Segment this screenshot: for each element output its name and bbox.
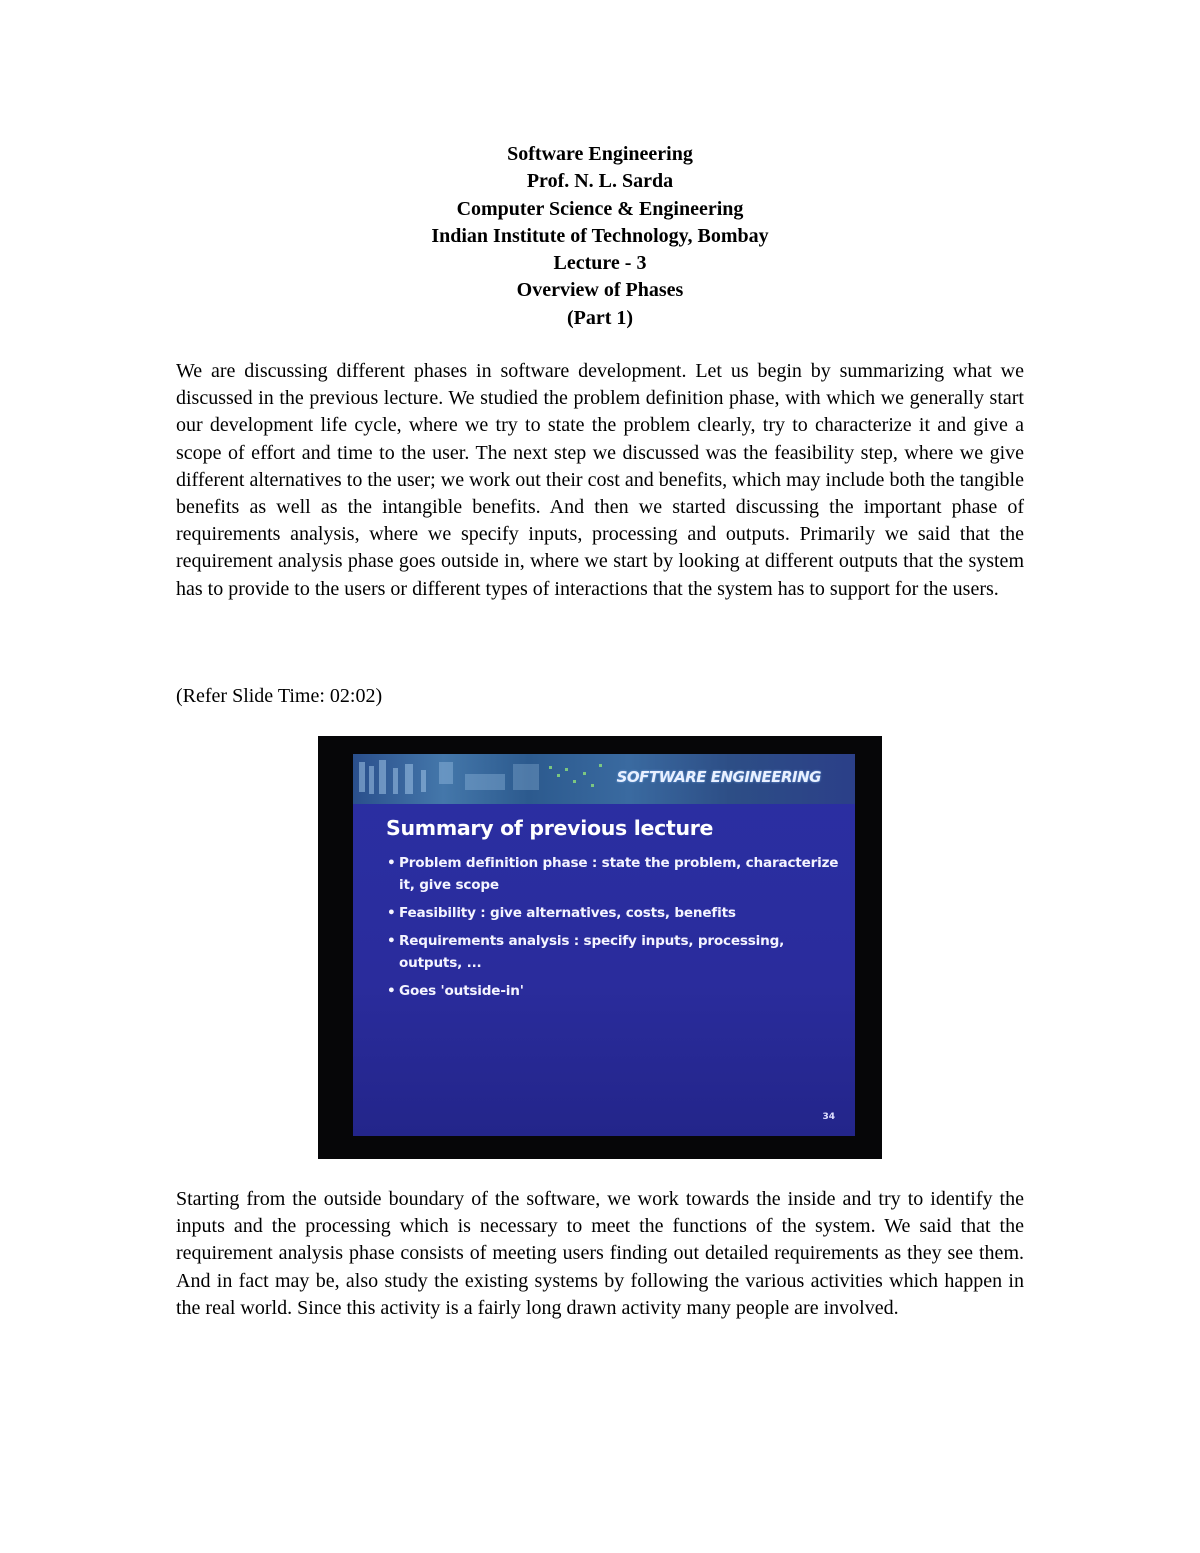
lecture-part: (Part 1) [566,306,634,329]
department-name: Computer Science & Engineering [456,197,744,220]
slide-bullet: • Goes 'outside-in' [387,980,847,1002]
slide-image [318,736,882,1159]
slide-banner-title: SOFTWARE ENGINEERING [616,768,821,786]
continuation-paragraph: Starting from the outside boundary of the software, we work towards the inside and try to identify the inputs and the processing which is necessary to meet the functions of the system. We said that the requirement analysis phase consists of meeting users finding out detailed requirements as they see them. And in fact may be, also study the existing systems by following the various activities which happen in the real world. Since this activity is a fairly long drawn activity many people are involved. [176,1188,1024,1319]
slide-content [353,754,855,1136]
course-title: Software Engineering [507,143,693,165]
refer-slide-time: (Refer Slide Time: 02:02) [176,685,383,707]
lecture-number: Lecture - 3 [553,252,647,275]
slide-number: 34 [822,1112,835,1122]
slide-bullet: • Requirements analysis : specify inputs, processing, outputs, ... [387,930,847,974]
slide-bullet: • Problem definition phase : state the problem, characterize it, give scope [387,852,847,896]
professor-name: Prof. N. L. Sarda [526,170,674,193]
intro-paragraph: We are discussing different phases in software development. Let us begin by summarizing what we discussed in the previous lecture. We studied the problem definition phase, with which we generally start our development life cycle, where we try to state the problem clearly, try to characterize it and give a scope of effort and time to the user. The next step we discussed was the feasibility step, where we give different alternatives to the user; we work out their cost and benefits, which may include both the tangible benefits as well as the intangible benefits. And then we started discussing the important phase of requirements analysis, where we specify inputs, processing and outputs. Primarily we said that the requirement analysis phase goes outside in, where we start by looking at different outputs that the system has to provide to the users or different types of interactions that the system has to support for the users. [176,360,1024,600]
document-header [0,141,1200,332]
slide-heading: Summary of previous lecture [386,816,714,840]
slide-bullet: • Feasibility : give alternatives, costs, benefits [387,902,847,924]
institute-name: Indian Institute of Technology, Bombay [431,224,769,247]
lecture-topic: Overview of Phases [516,279,684,302]
slide-banner [353,754,855,804]
slide-bullet-list [387,852,847,1008]
